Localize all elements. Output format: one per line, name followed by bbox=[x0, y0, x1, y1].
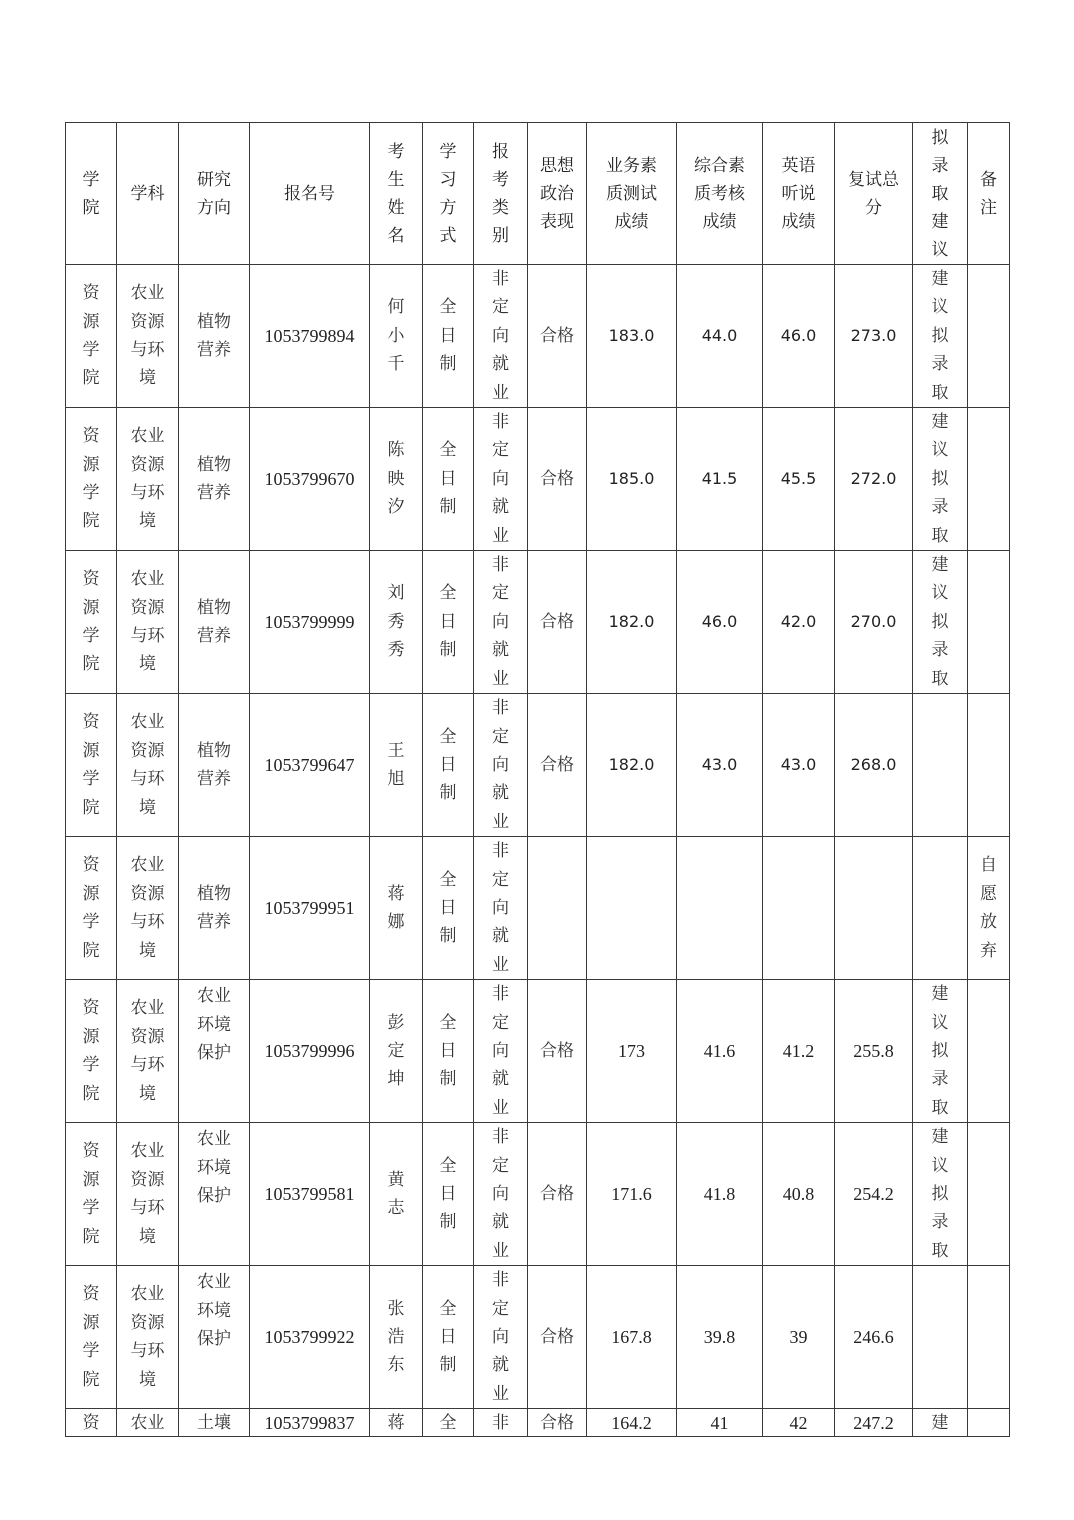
cell-direction: 植物营养 bbox=[179, 408, 250, 551]
cell-college: 资源学院 bbox=[66, 408, 117, 551]
cell-comprehensive-score: 46.0 bbox=[677, 551, 763, 694]
cell-comprehensive-score: 44.0 bbox=[677, 265, 763, 408]
cell-subject: 农业资源与环境 bbox=[117, 1123, 179, 1266]
table-row bbox=[66, 694, 1010, 837]
header-category: 报考类别 bbox=[474, 123, 528, 265]
cell-direction: 植物营养 bbox=[179, 265, 250, 408]
cell-reg-no: 1053799647 bbox=[250, 694, 370, 837]
header-admission-advice: 拟录取建议 bbox=[913, 123, 968, 265]
cell-english-score: 46.0 bbox=[763, 265, 835, 408]
cell-english-score bbox=[763, 837, 835, 980]
cell-name: 何小千 bbox=[370, 265, 423, 408]
header-professional-score: 业务素质测试成绩 bbox=[587, 123, 677, 265]
cell-direction: 农业环境保护 bbox=[179, 1123, 250, 1266]
cell-subject: 农业资源与环境 bbox=[117, 408, 179, 551]
header-subject: 学科 bbox=[117, 123, 179, 265]
cell-remarks bbox=[968, 265, 1010, 408]
header-reg-no: 报名号 bbox=[250, 123, 370, 265]
table-row bbox=[66, 1409, 1010, 1437]
cell-professional-score: 173 bbox=[587, 980, 677, 1123]
cell-direction: 农业环境保护 bbox=[179, 980, 250, 1123]
cell-total-score: 247.2 bbox=[835, 1409, 913, 1437]
cell-admission-advice: 建 bbox=[913, 1409, 968, 1437]
cell-political: 合格 bbox=[528, 408, 587, 551]
cell-total-score: 272.0 bbox=[835, 408, 913, 551]
cell-reg-no: 1053799951 bbox=[250, 837, 370, 980]
cell-reg-no: 1053799670 bbox=[250, 408, 370, 551]
cell-college: 资源学院 bbox=[66, 980, 117, 1123]
cell-remarks bbox=[968, 1409, 1010, 1437]
cell-reg-no: 1053799581 bbox=[250, 1123, 370, 1266]
cell-admission-advice: 建议拟录取 bbox=[913, 408, 968, 551]
cell-college: 资源学院 bbox=[66, 837, 117, 980]
cell-subject: 农业资源与环境 bbox=[117, 980, 179, 1123]
cell-comprehensive-score: 41.6 bbox=[677, 980, 763, 1123]
cell-professional-score: 171.6 bbox=[587, 1123, 677, 1266]
cell-admission-advice bbox=[913, 694, 968, 837]
table-row bbox=[66, 980, 1010, 1123]
cell-reg-no: 1053799837 bbox=[250, 1409, 370, 1437]
cell-study-mode: 全 bbox=[423, 1409, 474, 1437]
cell-professional-score: 182.0 bbox=[587, 551, 677, 694]
cell-subject: 农业资源与环境 bbox=[117, 265, 179, 408]
cell-category: 非定向就业 bbox=[474, 551, 528, 694]
cell-college: 资源学院 bbox=[66, 551, 117, 694]
table-row bbox=[66, 551, 1010, 694]
cell-college: 资源学院 bbox=[66, 1123, 117, 1266]
cell-political: 合格 bbox=[528, 1409, 587, 1437]
cell-total-score: 270.0 bbox=[835, 551, 913, 694]
cell-admission-advice bbox=[913, 1266, 968, 1409]
cell-college: 资源学院 bbox=[66, 265, 117, 408]
cell-name: 陈映汐 bbox=[370, 408, 423, 551]
header-name: 考生姓名 bbox=[370, 123, 423, 265]
cell-professional-score: 164.2 bbox=[587, 1409, 677, 1437]
cell-comprehensive-score: 41.5 bbox=[677, 408, 763, 551]
cell-study-mode: 全日制 bbox=[423, 980, 474, 1123]
cell-subject: 农业 bbox=[117, 1409, 179, 1437]
cell-total-score: 254.2 bbox=[835, 1123, 913, 1266]
cell-political bbox=[528, 837, 587, 980]
cell-category: 非 bbox=[474, 1409, 528, 1437]
cell-study-mode: 全日制 bbox=[423, 1123, 474, 1266]
cell-admission-advice bbox=[913, 837, 968, 980]
cell-total-score: 273.0 bbox=[835, 265, 913, 408]
cell-name: 彭定坤 bbox=[370, 980, 423, 1123]
cell-comprehensive-score: 39.8 bbox=[677, 1266, 763, 1409]
cell-admission-advice: 建议拟录取 bbox=[913, 980, 968, 1123]
cell-category: 非定向就业 bbox=[474, 408, 528, 551]
cell-category: 非定向就业 bbox=[474, 265, 528, 408]
cell-political: 合格 bbox=[528, 265, 587, 408]
cell-category: 非定向就业 bbox=[474, 1266, 528, 1409]
cell-admission-advice: 建议拟录取 bbox=[913, 1123, 968, 1266]
cell-college: 资 bbox=[66, 1409, 117, 1437]
table-row bbox=[66, 408, 1010, 551]
cell-political: 合格 bbox=[528, 694, 587, 837]
table-row bbox=[66, 1123, 1010, 1266]
header-college: 学院 bbox=[66, 123, 117, 265]
header-total-score: 复试总分 bbox=[835, 123, 913, 265]
cell-direction: 植物营养 bbox=[179, 694, 250, 837]
cell-category: 非定向就业 bbox=[474, 694, 528, 837]
cell-professional-score: 185.0 bbox=[587, 408, 677, 551]
cell-political: 合格 bbox=[528, 1123, 587, 1266]
cell-comprehensive-score: 43.0 bbox=[677, 694, 763, 837]
cell-reg-no: 1053799922 bbox=[250, 1266, 370, 1409]
cell-college: 资源学院 bbox=[66, 694, 117, 837]
cell-name: 刘秀秀 bbox=[370, 551, 423, 694]
header-study-mode: 学习方式 bbox=[423, 123, 474, 265]
cell-category: 非定向就业 bbox=[474, 980, 528, 1123]
cell-direction: 植物营养 bbox=[179, 837, 250, 980]
cell-political: 合格 bbox=[528, 1266, 587, 1409]
cell-remarks bbox=[968, 408, 1010, 551]
cell-name: 黄志 bbox=[370, 1123, 423, 1266]
cell-english-score: 43.0 bbox=[763, 694, 835, 837]
cell-subject: 农业资源与环境 bbox=[117, 837, 179, 980]
cell-professional-score: 182.0 bbox=[587, 694, 677, 837]
header-comprehensive-score: 综合素质考核成绩 bbox=[677, 123, 763, 265]
cell-remarks bbox=[968, 980, 1010, 1123]
cell-study-mode: 全日制 bbox=[423, 1266, 474, 1409]
cell-remarks bbox=[968, 1266, 1010, 1409]
cell-study-mode: 全日制 bbox=[423, 837, 474, 980]
cell-name: 蒋娜 bbox=[370, 837, 423, 980]
cell-remarks bbox=[968, 551, 1010, 694]
cell-total-score: 246.6 bbox=[835, 1266, 913, 1409]
cell-subject: 农业资源与环境 bbox=[117, 551, 179, 694]
cell-english-score: 41.2 bbox=[763, 980, 835, 1123]
cell-professional-score bbox=[587, 837, 677, 980]
cell-professional-score: 167.8 bbox=[587, 1266, 677, 1409]
cell-direction: 植物营养 bbox=[179, 551, 250, 694]
cell-name: 张浩东 bbox=[370, 1266, 423, 1409]
cell-comprehensive-score: 41.8 bbox=[677, 1123, 763, 1266]
cell-english-score: 42 bbox=[763, 1409, 835, 1437]
cell-total-score bbox=[835, 837, 913, 980]
cell-college: 资源学院 bbox=[66, 1266, 117, 1409]
cell-direction: 土壤 bbox=[179, 1409, 250, 1437]
cell-admission-advice: 建议拟录取 bbox=[913, 551, 968, 694]
cell-political: 合格 bbox=[528, 551, 587, 694]
cell-subject: 农业资源与环境 bbox=[117, 1266, 179, 1409]
admission-results-table bbox=[65, 122, 1010, 1437]
cell-english-score: 45.5 bbox=[763, 408, 835, 551]
header-direction: 研究方向 bbox=[179, 123, 250, 265]
cell-name: 王旭 bbox=[370, 694, 423, 837]
cell-remarks bbox=[968, 694, 1010, 837]
cell-reg-no: 1053799894 bbox=[250, 265, 370, 408]
header-english-score: 英语听说成绩 bbox=[763, 123, 835, 265]
table-row bbox=[66, 1266, 1010, 1409]
cell-english-score: 40.8 bbox=[763, 1123, 835, 1266]
cell-comprehensive-score: 41 bbox=[677, 1409, 763, 1437]
cell-study-mode: 全日制 bbox=[423, 265, 474, 408]
cell-total-score: 268.0 bbox=[835, 694, 913, 837]
header-political: 思想政治表现 bbox=[528, 123, 587, 265]
cell-subject: 农业资源与环境 bbox=[117, 694, 179, 837]
cell-remarks: 自愿放弃 bbox=[968, 837, 1010, 980]
cell-category: 非定向就业 bbox=[474, 1123, 528, 1266]
cell-name: 蒋 bbox=[370, 1409, 423, 1437]
cell-admission-advice: 建议拟录取 bbox=[913, 265, 968, 408]
cell-study-mode: 全日制 bbox=[423, 408, 474, 551]
cell-reg-no: 1053799996 bbox=[250, 980, 370, 1123]
cell-study-mode: 全日制 bbox=[423, 694, 474, 837]
cell-direction: 农业环境保护 bbox=[179, 1266, 250, 1409]
cell-comprehensive-score bbox=[677, 837, 763, 980]
cell-reg-no: 1053799999 bbox=[250, 551, 370, 694]
table-row bbox=[66, 265, 1010, 408]
table-row bbox=[66, 837, 1010, 980]
cell-english-score: 39 bbox=[763, 1266, 835, 1409]
cell-english-score: 42.0 bbox=[763, 551, 835, 694]
cell-professional-score: 183.0 bbox=[587, 265, 677, 408]
cell-political: 合格 bbox=[528, 980, 587, 1123]
cell-remarks bbox=[968, 1123, 1010, 1266]
cell-total-score: 255.8 bbox=[835, 980, 913, 1123]
table-header-row bbox=[66, 123, 1010, 265]
cell-study-mode: 全日制 bbox=[423, 551, 474, 694]
cell-category: 非定向就业 bbox=[474, 837, 528, 980]
header-remarks: 备注 bbox=[968, 123, 1010, 265]
